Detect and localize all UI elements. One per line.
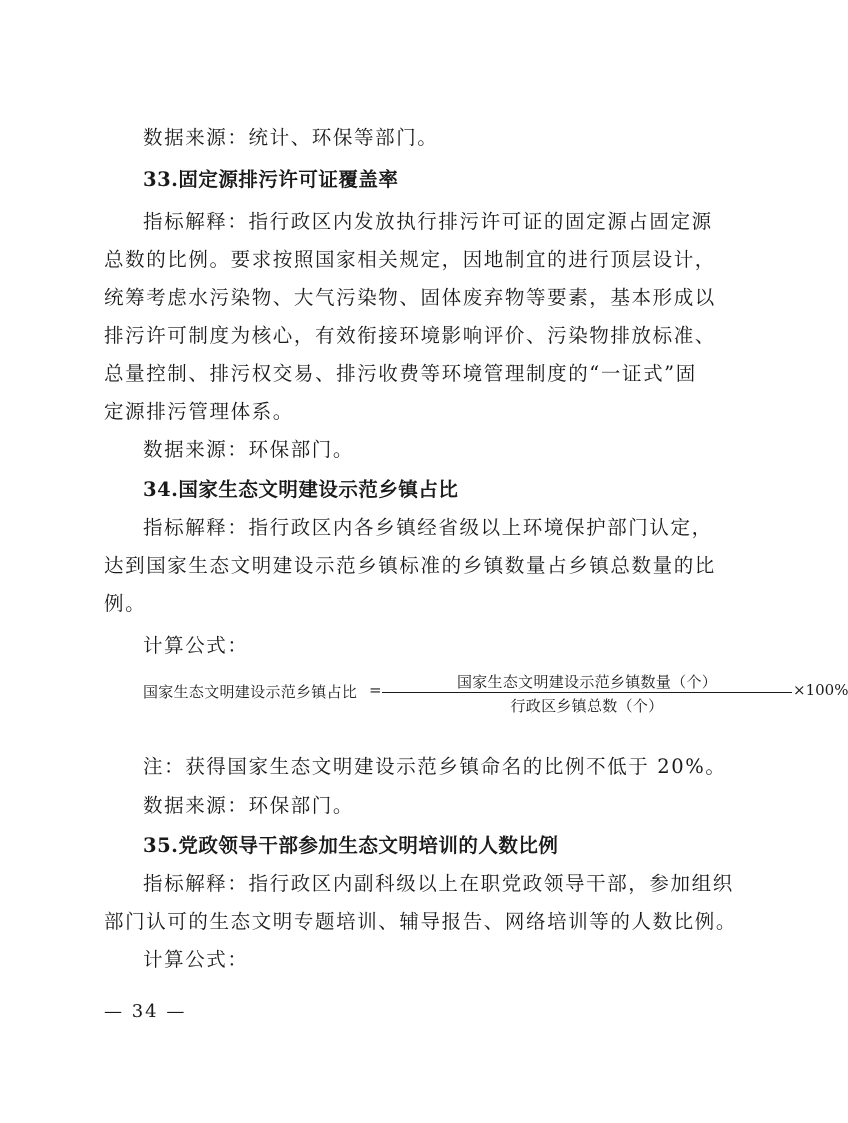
formula-multiplier: ×100%	[793, 681, 848, 699]
formula-equals: =	[369, 681, 382, 699]
ratio-formula	[143, 671, 848, 715]
section-heading-35: 35.党政领导干部参加生态文明培训的人数比例	[143, 834, 559, 857]
paragraph-line: 总量控制、排污权交易、排污收费等环境管理制度的“一证式”固	[104, 362, 697, 385]
paragraph-line: 例。	[104, 592, 147, 615]
note-line: 注：获得国家生态文明建设示范乡镇命名的比例不低于 20%。	[143, 755, 727, 778]
formula-fraction	[382, 671, 792, 715]
formula-lhs: 国家生态文明建设示范乡镇占比	[143, 683, 358, 701]
page-number: — 34 —	[104, 1001, 187, 1022]
formula-numerator: 国家生态文明建设示范乡镇数量（个）	[456, 673, 718, 691]
data-source-line: 数据来源：环保部门。	[143, 438, 355, 461]
fraction-bar	[382, 692, 792, 693]
formula-label: 计算公式：	[143, 634, 249, 657]
paragraph-line: 达到国家生态文明建设示范乡镇标准的乡镇数量占乡镇总数量的比	[104, 554, 716, 577]
data-source-line: 数据来源：统计、环保等部门。	[143, 126, 439, 149]
paragraph-line: 定源排污管理体系。	[104, 400, 294, 423]
paragraph-line: 指标解释：指行政区内发放执行排污许可证的固定源占固定源	[143, 210, 713, 233]
paragraph-line: 部门认可的生态文明专题培训、辅导报告、网络培训等的人数比例。	[104, 910, 738, 933]
section-heading-34: 34.国家生态文明建设示范乡镇占比	[143, 478, 459, 501]
paragraph-line: 指标解释：指行政区内副科级以上在职党政领导干部，参加组织	[143, 872, 734, 895]
formula-label: 计算公式：	[143, 948, 249, 971]
formula-denominator: 行政区乡镇总数（个）	[510, 697, 664, 715]
paragraph-line: 统筹考虑水污染物、大气污染物、固体废弃物等要素，基本形成以	[104, 286, 716, 309]
paragraph-line: 排污许可制度为核心，有效衔接环境影响评价、污染物排放标准、	[104, 324, 716, 347]
data-source-line: 数据来源：环保部门。	[143, 794, 355, 817]
paragraph-line: 总数的比例。要求按照国家相关规定，因地制宜的进行顶层设计，	[104, 248, 716, 271]
section-heading-33: 33.固定源排污许可证覆盖率	[143, 168, 399, 191]
paragraph-line: 指标解释：指行政区内各乡镇经省级以上环境保护部门认定，	[143, 516, 713, 539]
